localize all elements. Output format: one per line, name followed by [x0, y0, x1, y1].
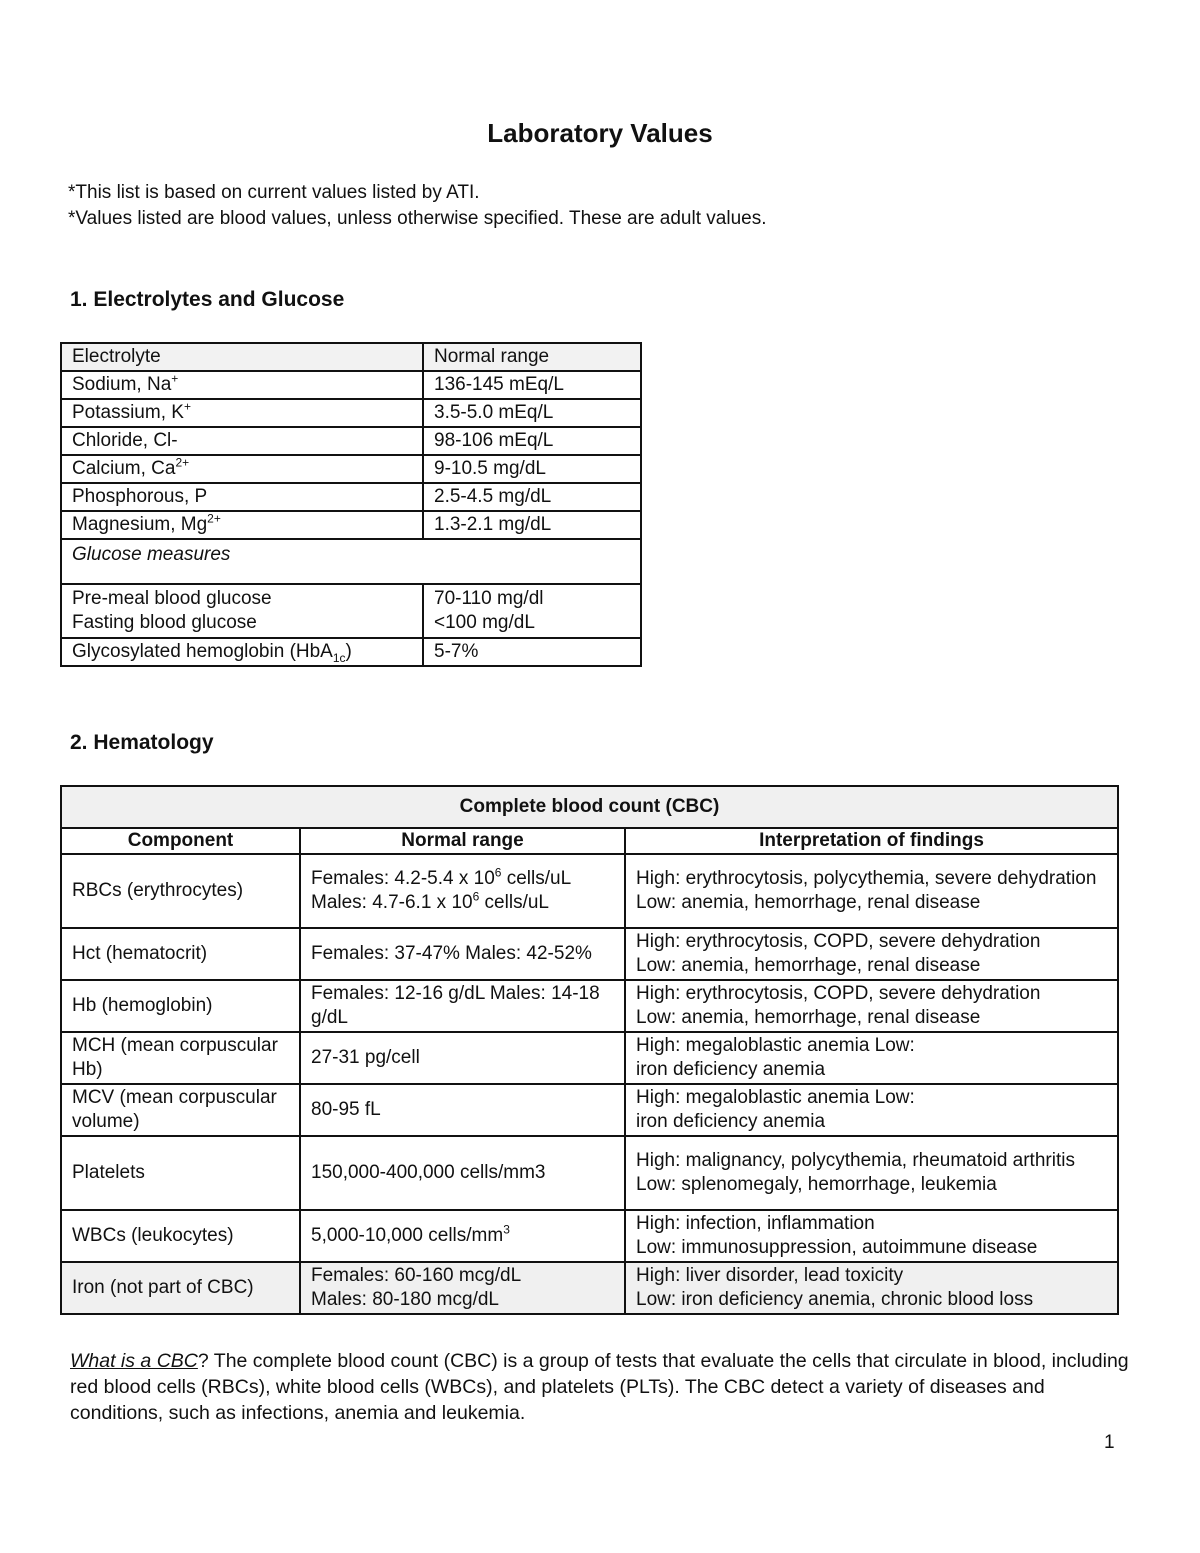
electrolyte-range: 9-10.5 mg/dL: [423, 455, 641, 483]
table-row: [61, 928, 1118, 980]
column-header: Electrolyte: [61, 343, 423, 371]
cbc-table: [60, 785, 1119, 1315]
glucose-ranges: 70-110 mg/dl <100 mg/dL: [423, 584, 641, 638]
electrolyte-name: Chloride, Cl-: [61, 427, 423, 455]
component-cell: RBCs (erythrocytes): [61, 854, 300, 928]
table-caption-row: [61, 786, 1118, 828]
electrolyte-name: Phosphorous, P: [61, 483, 423, 511]
interpretation-cell: High: malignancy, polycythemia, rheumatoid arthritis Low: splenomegaly, hemorrhage, leukemia: [625, 1136, 1118, 1210]
range-cell: 80-95 fL: [300, 1084, 625, 1136]
table-row: [61, 399, 641, 427]
electrolyte-name: Sodium, Na+: [61, 371, 423, 399]
table-row: [61, 638, 641, 666]
electrolyte-range: 98-106 mEq/L: [423, 427, 641, 455]
table-caption: Complete blood count (CBC): [61, 786, 1118, 828]
note-values: *Values listed are blood values, unless otherwise specified. These are adult values.: [68, 208, 767, 229]
electrolyte-range: 1.3-2.1 mg/dL: [423, 511, 641, 539]
table-row: [61, 1136, 1118, 1210]
component-cell: Platelets: [61, 1136, 300, 1210]
section-heading-electrolytes: 1. Electrolytes and Glucose: [70, 288, 345, 311]
column-header: Normal range: [300, 828, 625, 854]
glucose-subheader-row: [61, 539, 641, 584]
interpretation-cell: High: infection, inflammation Low: immunosuppression, autoimmune disease: [625, 1210, 1118, 1262]
electrolytes-table: [60, 342, 642, 667]
table-row: [61, 1084, 1118, 1136]
column-header: Component: [61, 828, 300, 854]
interpretation-cell: High: liver disorder, lead toxicity Low: iron deficiency anemia, chronic blood loss: [625, 1262, 1118, 1314]
table-row: [61, 854, 1118, 928]
hba1c-range: 5-7%: [423, 638, 641, 666]
column-header: Interpretation of findings: [625, 828, 1118, 854]
electrolyte-range: 2.5-4.5 mg/dL: [423, 483, 641, 511]
table-row: [61, 980, 1118, 1032]
table-row: [61, 1032, 1118, 1084]
table-row: [61, 511, 641, 539]
interpretation-cell: High: megaloblastic anemia Low: iron deficiency anemia: [625, 1032, 1118, 1084]
component-cell: Iron (not part of CBC): [61, 1262, 300, 1314]
table-row: [61, 1262, 1118, 1314]
cbc-explanation-text: ? The complete blood count (CBC) is a group of tests that evaluate the cells that circulate in blood, including red blood cells (RBCs), white blood cells (WBCs), and platelets (PLTs). The CBC detect a variety of diseases and conditions, such as infections, anemia and leukemia.: [70, 1350, 1129, 1424]
note-source: *This list is based on current values listed by ATI.: [68, 182, 480, 203]
hba1c-name: Glycosylated hemoglobin (HbA$_{1c}$): [61, 638, 423, 666]
range-cell: Females: 37-47% Males: 42-52%: [300, 928, 625, 980]
table-row: [61, 483, 641, 511]
electrolyte-range: 136-145 mEq/L: [423, 371, 641, 399]
table-row: [61, 371, 641, 399]
component-cell: MCV (mean corpuscular volume): [61, 1084, 300, 1136]
range-cell: 27-31 pg/cell: [300, 1032, 625, 1084]
range-cell: 150,000-400,000 cells/mm3: [300, 1136, 625, 1210]
section-heading-hematology: 2. Hematology: [70, 731, 214, 754]
range-cell: 5,000-10,000 cells/$mm^3$: [300, 1210, 625, 1262]
component-cell: Hct (hematocrit): [61, 928, 300, 980]
electrolyte-range: 3.5-5.0 mEq/L: [423, 399, 641, 427]
electrolyte-name: Calcium, $Ca^{2+}$: [61, 455, 423, 483]
table-row: [61, 584, 641, 638]
table-header-row: [61, 828, 1118, 854]
interpretation-cell: High: megaloblastic anemia Low: iron deficiency anemia: [625, 1084, 1118, 1136]
page-number: 1: [1104, 1432, 1115, 1453]
page-title: Laboratory Values: [487, 118, 713, 148]
interpretation-cell: High: erythrocytosis, polycythemia, severe dehydration Low: anemia, hemorrhage, renal disease: [625, 854, 1118, 928]
table-row: [61, 427, 641, 455]
component-cell: WBCs (leukocytes): [61, 1210, 300, 1262]
cbc-question: What is a CBC: [70, 1350, 198, 1372]
table-row: [61, 1210, 1118, 1262]
glucose-names: Pre-meal blood glucose Fasting blood glucose: [61, 584, 423, 638]
electrolyte-name: Magnesium, $Mg^{2+}$: [61, 511, 423, 539]
interpretation-cell: High: erythrocytosis, COPD, severe dehydration Low: anemia, hemorrhage, renal disease: [625, 980, 1118, 1032]
component-cell: MCH (mean corpuscular Hb): [61, 1032, 300, 1084]
table-row: [61, 455, 641, 483]
column-header: Normal range: [423, 343, 641, 371]
component-cell: Hb (hemoglobin): [61, 980, 300, 1032]
electrolyte-name: Potassium, K+: [61, 399, 423, 427]
interpretation-cell: High: erythrocytosis, COPD, severe dehydration Low: anemia, hemorrhage, renal disease: [625, 928, 1118, 980]
range-cell: Females: 4.2-5.4 x $10^6$ cells/uL Males: 4.7-6.1 x $10^6$ cells/uL: [300, 854, 625, 928]
glucose-measures-label: Glucose measures: [61, 539, 641, 584]
range-cell: Females: 12-16 g/dL Males: 14-18 g/dL: [300, 980, 625, 1032]
table-header-row: [61, 343, 641, 371]
cbc-explanation-paragraph: [70, 1348, 1130, 1426]
range-cell: Females: 60-160 mcg/dL Males: 80-180 mcg/dL: [300, 1262, 625, 1314]
